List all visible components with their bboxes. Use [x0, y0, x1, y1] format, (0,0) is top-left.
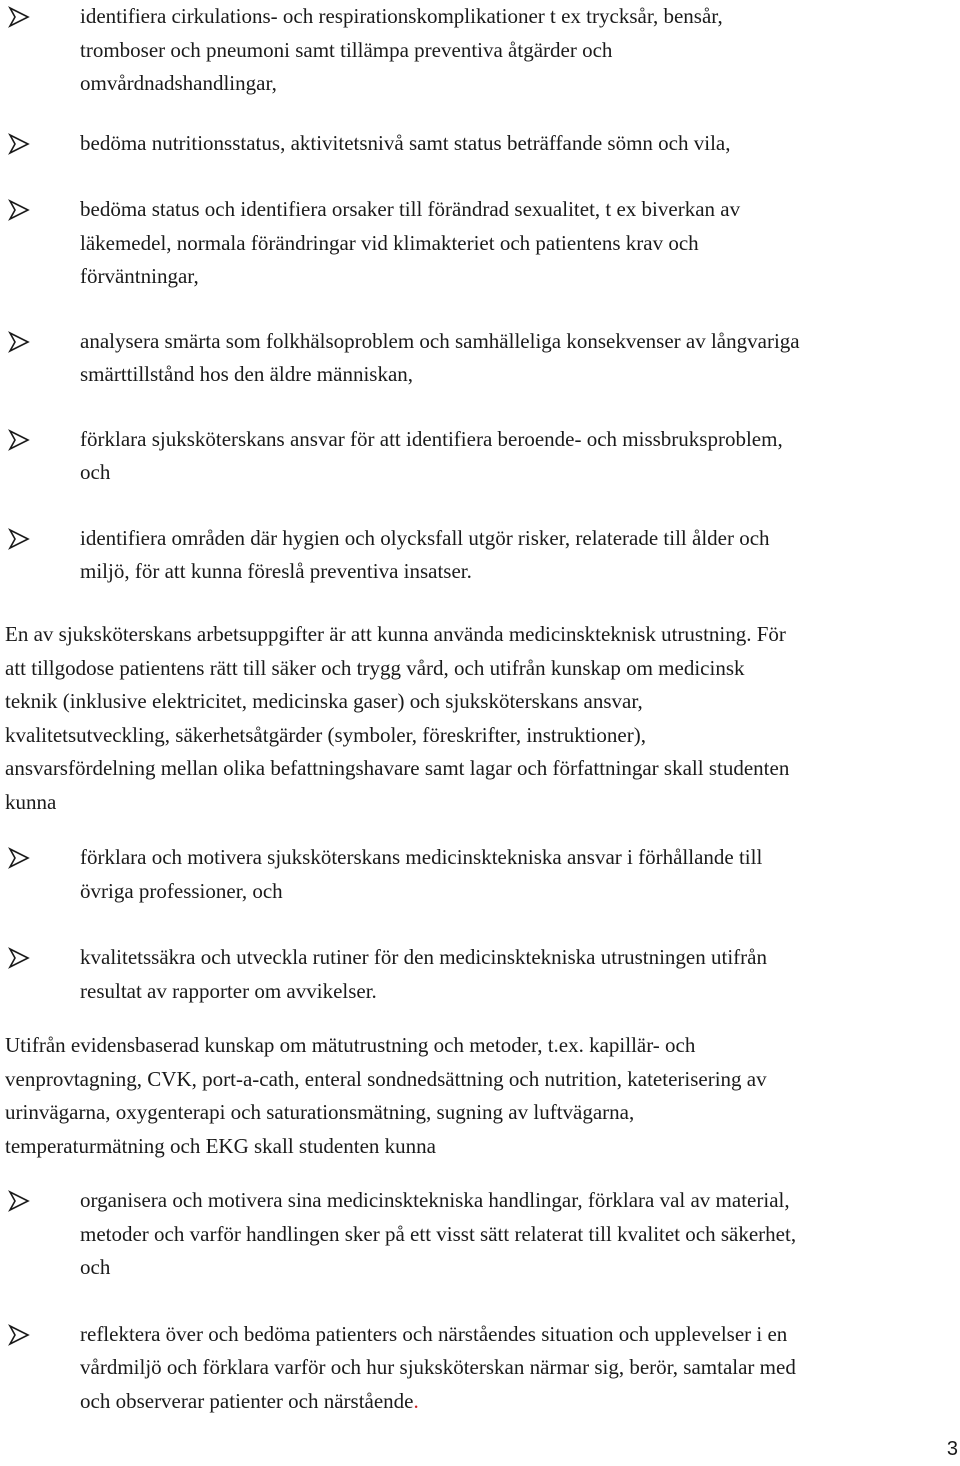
- list-item: [0, 1318, 940, 1419]
- arrow-bullet-icon: [8, 847, 30, 869]
- list-item: [0, 193, 940, 294]
- final-period: .: [413, 1388, 419, 1413]
- list-item-line: övriga professioner, och: [80, 878, 283, 903]
- paragraph-line: att tillgodose patientens rätt till säker och trygg vård, och utifrån kunskap om medicinsk: [5, 655, 745, 680]
- arrow-bullet-icon: [8, 133, 30, 155]
- list-item-line: kvalitetssäkra och utveckla rutiner för den medicinsktekniska utrustningen utifrån: [80, 945, 767, 969]
- bullet-list-1: [0, 0, 960, 589]
- arrow-bullet-icon: [8, 199, 30, 221]
- arrow-bullet-icon: [8, 331, 30, 353]
- list-item-line: tromboser och pneumoni samt tillämpa preventiva åtgärder och: [80, 37, 613, 62]
- arrow-bullet-icon: [8, 1190, 30, 1212]
- list-item-line: smärttillstånd hos den äldre människan,: [80, 362, 414, 386]
- list-item-line: vårdmiljö och förklara varför och hur sjuksköterskan närmar sig, berör, samtalar med: [80, 1355, 796, 1379]
- paragraph-line: ansvarsfördelning mellan olika befattningshavare samt lagar och författningar skall studenten: [5, 756, 790, 780]
- list-item-line: analysera smärta som folkhälsoproblem och samhälleliga konsekvenser av långvariga: [80, 328, 800, 353]
- list-item-line: identifiera områden där hygien och olycksfall utgör risker, relaterade till ålder och: [80, 525, 770, 550]
- list-item: [0, 0, 940, 101]
- page-number: 3: [946, 1438, 958, 1460]
- list-item-line: bedöma nutritionsstatus, aktivitetsnivå samt status beträffande sömn och vila,: [80, 130, 731, 155]
- bullet-list-2: [0, 841, 960, 1008]
- paragraph-line: urinvägarna, oxygenterapi och saturationsmätning, sugning av luftvägarna,: [5, 1100, 635, 1124]
- list-item: [0, 423, 940, 490]
- list-item-line: organisera och motivera sina medicinsktekniska handlingar, förklara val av material,: [80, 1188, 790, 1212]
- arrow-bullet-icon: [8, 947, 30, 969]
- paragraph-line: teknik (inklusive elektricitet, medicinska gaser) och sjuksköterskans ansvar,: [5, 689, 643, 713]
- arrow-bullet-icon: [8, 6, 30, 28]
- list-item-line: metoder och varför handlingen sker på ett visst sätt relaterat till kvalitet och säkerhet,: [80, 1221, 797, 1246]
- paragraph-line: Utifrån evidensbaserad kunskap om mätutrustning och metoder, t.ex. kapillär- och: [5, 1033, 696, 1057]
- list-item-text: och observerar patienter och närstående: [80, 1388, 414, 1413]
- paragraph-medical-equipment: [0, 618, 955, 819]
- list-item-line: läkemedel, normala förändringar vid klimakteriet och patientens krav och: [80, 230, 699, 255]
- paragraph-line: kvalitetsutveckling, säkerhetsåtgärder (symboler, föreskrifter, instruktioner),: [5, 722, 646, 747]
- paragraph-line: temperaturmätning och EKG skall studenten kunna: [5, 1133, 436, 1158]
- list-item-line: omvårdnadshandlingar,: [80, 71, 277, 95]
- list-item-line: förklara och motivera sjuksköterskans medicinsktekniska ansvar i förhållande till: [80, 845, 763, 869]
- list-item-line: bedöma status och identifiera orsaker till förändrad sexualitet, t ex biverkan av: [80, 197, 741, 221]
- list-item-line: miljö, för att kunna föreslå preventiva insatser.: [80, 559, 472, 583]
- paragraph-line: kunna: [5, 789, 57, 814]
- list-item: [0, 522, 940, 589]
- arrow-bullet-icon: [8, 1324, 30, 1346]
- paragraph-evidence-based: [0, 1029, 955, 1163]
- paragraph-line: venprovtagning, CVK, port-a-cath, enteral sondnedsättning och nutrition, kateterisering av: [5, 1066, 767, 1091]
- list-item-line: och: [80, 1255, 111, 1279]
- list-item-line: och: [80, 460, 111, 484]
- list-item: [0, 941, 940, 1008]
- list-item-line: reflektera över och bedöma patienters och närståendes situation och upplevelser i en: [80, 1321, 788, 1346]
- list-item: [0, 325, 940, 392]
- bullet-list-3: [0, 1184, 960, 1418]
- list-item-line: identifiera cirkulations- och respirationskomplikationer t ex trycksår, bensår,: [80, 4, 723, 28]
- arrow-bullet-icon: [8, 528, 30, 550]
- list-item-line: förklara sjuksköterskans ansvar för att identifiera beroende- och missbruksproblem,: [80, 426, 783, 451]
- list-item-line: resultat av rapporter om avvikelser.: [80, 978, 377, 1003]
- arrow-bullet-icon: [8, 429, 30, 451]
- list-item: [0, 127, 940, 161]
- list-item: [0, 841, 940, 908]
- list-item-line: [80, 1385, 940, 1419]
- paragraph-line: En av sjuksköterskans arbetsuppgifter är att kunna använda medicinskteknisk utrustning. För: [5, 622, 786, 646]
- list-item-line: förväntningar,: [80, 264, 199, 288]
- list-item: [0, 1184, 940, 1285]
